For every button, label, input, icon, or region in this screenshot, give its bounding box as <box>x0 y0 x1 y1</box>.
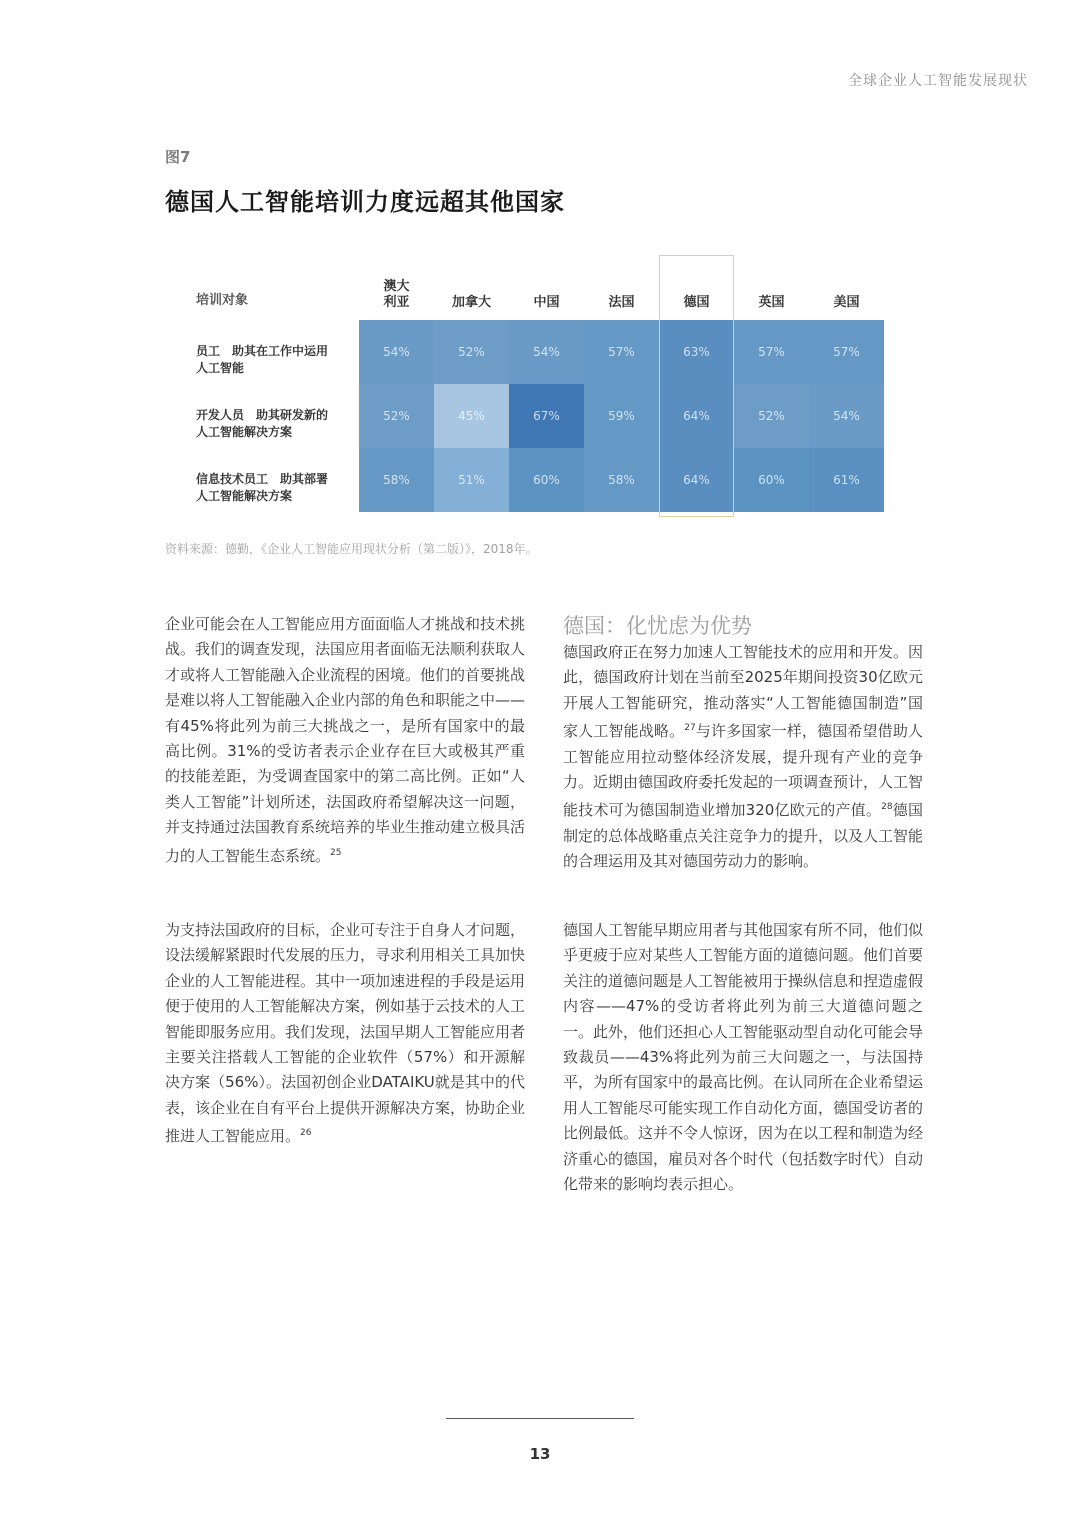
section-heading: 德国：化忧虑为优势 <box>563 614 752 638</box>
heatmap-cell: 57% <box>734 320 809 384</box>
heatmap-cell: 58% <box>584 448 659 512</box>
heatmap-cell: 61% <box>809 448 884 512</box>
heatmap-cell: 52% <box>359 384 434 448</box>
heatmap-cell: 51% <box>434 448 509 512</box>
footnote-ref: 25 <box>330 847 342 858</box>
running-head: 全球企业人工智能发展现状 <box>848 73 1028 89</box>
column-header: 澳大 利亚 <box>383 279 410 310</box>
column-header: 法国 <box>608 295 635 310</box>
heatmap-cell: 59% <box>584 384 659 448</box>
left-paragraph-2: 为支持法国政府的目标，企业可专注于自身人才问题，设法缓解紧跟时代发展的压力，寻求利用相关工具加快企业的人工智能进程。其中一项加速进程的手段是运用便于使用的人工智能解决方案，例如基于云技术的人工智能即服务应用。我们发现，法国早期人工智能应用者主要关注搭载人工智能的企业软件（57%）和开源解决方案（56%）。法国初创企业DATAIKU就是其中的代表，该企业在自有平台上提供开源解决方案，协助企业推进人工智能应用。$^{26}$ <box>165 921 526 1146</box>
column-header: 德国 <box>683 295 710 310</box>
right-paragraph-2-block <box>563 918 923 1197</box>
right-column <box>563 612 923 875</box>
heatmap-cell: 54% <box>359 320 434 384</box>
heatmap-cell: 64% <box>659 384 734 448</box>
left-paragraph-2-block <box>165 918 525 1150</box>
column-header: 加拿大 <box>451 295 491 310</box>
heatmap-table <box>185 255 890 520</box>
heatmap-cell: 58% <box>359 448 434 512</box>
heatmap-cell: 63% <box>659 320 734 384</box>
left-paragraph-1: 企业可能会在人工智能应用方面面临人才挑战和技术挑战。我们的调查发现，法国应用者面临无法顺利获取人才或将人工智能融入企业流程的困境。他们的首要挑战是难以将人工智能融入企业内部的角色和职能之中——有45%将此列为前三大挑战之一，是所有国家中的最高比例。31%的受访者表示企业存在巨大或极其严重的技能差距，为受调查国家中的第二高比例。正如“人类人工智能”计划所述，法国政府希望解决这一问题，并支持通过法国教育系统培养的毕业生推动建立极具活力的人工智能生态系统。$^{25}$ <box>165 615 526 865</box>
figure-label: 图7 <box>165 148 191 166</box>
heatmap-cell: 52% <box>734 384 809 448</box>
heatmap-cell: 57% <box>584 320 659 384</box>
row-label: 员工 助其在工作中运用 人工智能 <box>196 344 329 375</box>
page-rule <box>446 1418 634 1419</box>
footnote-ref: 26 <box>300 1128 312 1139</box>
footnote-ref: 28 <box>881 802 893 813</box>
row-label: 开发人员 助其研发新的 人工智能解决方案 <box>196 408 329 439</box>
heatmap-cell: 64% <box>659 448 734 512</box>
heatmap-cell: 67% <box>509 384 584 448</box>
right-paragraph-2: 德国人工智能早期应用者与其他国家有所不同，他们似乎更疲于应对某些人工智能方面的道德问题。他们首要关注的道德问题是人工智能被用于操纵信息和捏造虚假内容——47%的受访者将此列为前三大道德问题之一。此外，他们还担心人工智能驱动型自动化可能会导致裁员——43%将此列为前三大问题之一，与法国持平，为所有国家中的最高比例。在认同所在企业希望运用人工智能尽可能实现工作自动化方面，德国受访者的比例最低。这并不令人惊讶，因为在以工程和制造为经济重心的德国，雇员对各个时代（包括数字时代）自动化带来的影响均表示担心。 <box>563 921 924 1194</box>
heatmap-cell: 52% <box>434 320 509 384</box>
figure-title: 德国人工智能培训力度远超其他国家 <box>165 188 565 216</box>
source-note: 资料来源：德勤，《企业人工智能应用现状分析（第二版）》，2018年。 <box>165 542 538 556</box>
page-number: 13 <box>529 1445 551 1463</box>
heatmap-cell: 60% <box>734 448 809 512</box>
row-label: 信息技术员工 助其部署 人工智能解决方案 <box>196 472 329 503</box>
left-column <box>165 612 525 869</box>
right-paragraph-1: 德国政府正在努力加速人工智能技术的应用和开发。因此，德国政府计划在当前至2025年期间投资30亿欧元开展人工智能研究，推动落实“人工智能德国制造”国家人工智能战略。$^{27}$与许多国家一样，德国希望借助人工智能应用拉动整体经济发展，提升现有产业的竞争力。近期由德国政府委托发起的一项调查预计，人工智能技术可为德国制造业增加320亿欧元的产值。$^{28}$德国制定的总体战略重点关注竞争力的提升，以及人工智能的合理运用及其对德国劳动力的影响。 <box>563 643 924 871</box>
column-header: 中国 <box>533 295 560 310</box>
heatmap-cell: 60% <box>509 448 584 512</box>
footnote-ref: 27 <box>684 723 696 734</box>
column-header: 美国 <box>833 295 860 310</box>
target-header: 培训对象 <box>196 293 249 308</box>
heatmap-cell: 54% <box>809 384 884 448</box>
heatmap-cell: 45% <box>434 384 509 448</box>
heatmap-cell: 54% <box>509 320 584 384</box>
column-header: 英国 <box>758 295 785 310</box>
heatmap-cell: 57% <box>809 320 884 384</box>
